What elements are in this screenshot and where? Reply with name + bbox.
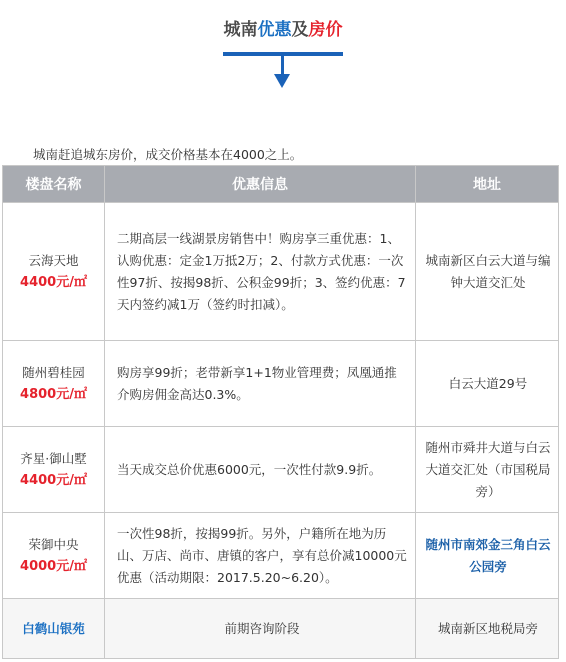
property-price: 4400元/㎡ xyxy=(20,472,87,488)
title-part-4: 房价 xyxy=(308,20,343,40)
table-header-row xyxy=(3,166,559,203)
title-part-1: 城南 xyxy=(223,20,258,40)
promotion-info: 二期高层一线湖景房销售中！购房享三重优惠：1、认购优惠：定金1万抵2万；2、付款方式优惠：一次性97折、按揭98折、公积金99折；3、签约优惠：7天内签约减1万（签约时扣减）。 xyxy=(105,203,416,341)
title-part-3: 及 xyxy=(291,20,309,40)
table-row xyxy=(3,513,559,599)
property-name: 白鹤山银苑 xyxy=(22,620,85,636)
property-name-cell xyxy=(3,203,105,341)
property-address: 白云大道29号 xyxy=(416,341,559,427)
property-table xyxy=(2,165,559,659)
promotion-info: 前期咨询阶段 xyxy=(105,599,416,659)
property-address: 随州市舜井大道与白云大道交汇处（市国税局旁） xyxy=(416,427,559,513)
property-name-cell xyxy=(3,599,105,659)
table-row xyxy=(3,427,559,513)
promotion-info: 当天成交总价优惠6000元，一次性付款9.9折。 xyxy=(105,427,416,513)
property-price: 4400元/㎡ xyxy=(20,274,87,290)
table-row xyxy=(3,203,559,341)
title-part-2: 优惠 xyxy=(257,20,292,40)
property-address: 城南新区地税局旁 xyxy=(416,599,559,659)
property-address: 随州市南郊金三角白云公园旁 xyxy=(416,513,559,599)
property-name-cell xyxy=(3,341,105,427)
property-name-cell xyxy=(3,513,105,599)
down-arrow-head-icon xyxy=(274,74,290,88)
column-header-info: 优惠信息 xyxy=(105,166,416,203)
intro-text: 城南赶追城东房价，成交价格基本在4000之上。 xyxy=(33,147,303,162)
property-name-cell xyxy=(3,427,105,513)
property-name: 荣御中央 xyxy=(28,536,79,552)
property-address: 城南新区白云大道与编钟大道交汇处 xyxy=(416,203,559,341)
table-row xyxy=(3,341,559,427)
column-header-name: 楼盘名称 xyxy=(3,166,105,203)
table-row xyxy=(3,599,559,659)
property-price: 4000元/㎡ xyxy=(20,558,87,574)
property-name: 齐星·御山墅 xyxy=(20,450,87,466)
page-title xyxy=(0,18,566,42)
promotion-info: 购房享99折；老带新享1+1物业管理费；凤凰通推介购房佣金高达0.3%。 xyxy=(105,341,416,427)
property-name: 云海天地 xyxy=(28,252,79,268)
property-name: 随州碧桂园 xyxy=(22,364,85,380)
down-arrow-icon xyxy=(281,56,284,76)
property-price: 4800元/㎡ xyxy=(20,386,87,402)
promotion-info: 一次性98折，按揭99折。另外，户籍所在地为历山、万店、尚市、唐镇的客户，享有总价减10000元优惠（活动期限：2017.5.20~6.20）。 xyxy=(105,513,416,599)
column-header-address: 地址 xyxy=(416,166,559,203)
